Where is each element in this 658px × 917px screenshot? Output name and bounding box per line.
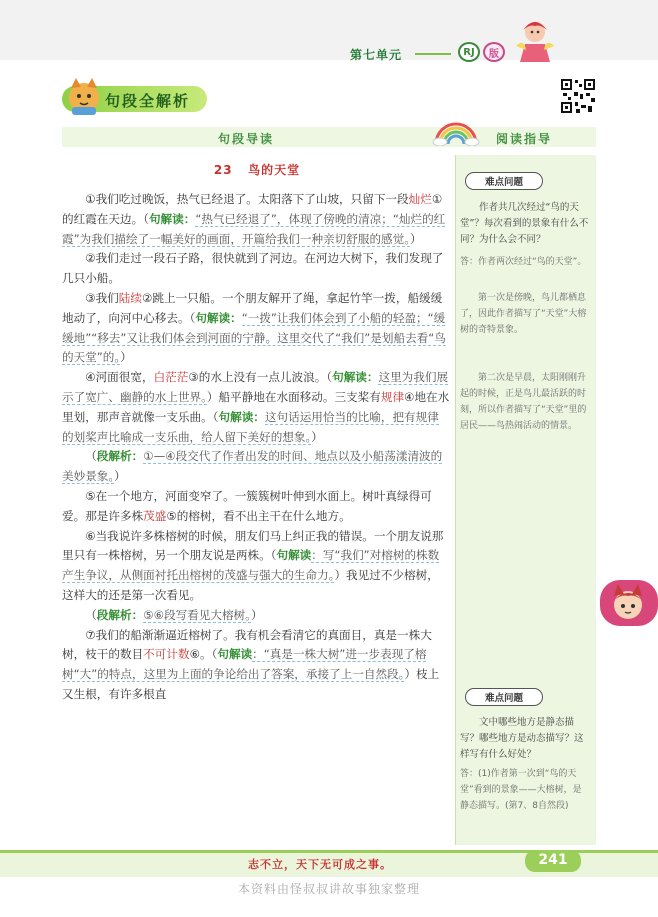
vocab-highlight: 白茫茫 (153, 370, 189, 385)
annotation-tag: 句解读 (276, 548, 312, 563)
mascot-icon (62, 74, 106, 118)
sidebar-divider (455, 155, 456, 845)
fairy-icon (510, 14, 560, 64)
annotation-tag: 句解读： (332, 370, 379, 385)
annotation-tag: 句解读 (148, 211, 184, 226)
text-segment: ①我们吃过晚饭，热气已经退了。太阳落下了山坡，只留下一段 (85, 192, 409, 206)
answer-text-2: 答：(1)作者第一次到“鸟的天堂”看到的景象——大榕树，是静态描写。(第7、8自然段) (460, 769, 582, 811)
text-segment: ）枝上又生根，有许多根直 (62, 667, 440, 701)
text-segment: ④河面很宽， (85, 370, 154, 385)
text-segment: ）船平静地在水面移动。三支桨有 (206, 389, 381, 404)
cat-icon (600, 578, 658, 628)
difficult-question-badge: 难点问题 (465, 172, 543, 190)
vocab-highlight: 不可计数 (143, 647, 190, 662)
text-segment: ）我见过不少榕树，这样大的还是第一次看见。 (62, 568, 439, 602)
text-segment: ） (250, 607, 263, 622)
page-number: 241 (538, 852, 568, 868)
answer-text: 答：作者两次经过“鸟的天堂”。 (460, 257, 587, 267)
annotation-tag: 句解读 (217, 647, 253, 662)
sub-header-right: 阅读指导 (496, 132, 553, 146)
annotation-note: ⑤⑥段写看见大榕树。 (143, 607, 251, 622)
answer-text: 第一次是傍晚，鸟儿都栖息了，因此作者描写了“天堂”大榕树的奇特景象。 (460, 293, 587, 335)
paragraph (62, 368, 450, 447)
paragraph (62, 527, 450, 606)
annotation-note: ：写“我们”对榕树的株数产生争议，从侧面衬托出榕树的茂盛与强大的生命力。 (62, 548, 440, 583)
paragraph (62, 447, 450, 487)
annotation-note: “热气已经退了”，体现了傍晚的清凉；“灿烂的红霞”为我们描绘了一幅美好的画面，开篇给我们一种亲切舒服的感觉。 (62, 211, 446, 246)
text-segment: ②我们走过一段石子路，很快就到了河边。在河边大树下，我们发现了几只小船。 (62, 251, 444, 286)
annotation-tag: 句解读： (218, 409, 265, 424)
vocab-highlight: 陆续 (118, 290, 142, 305)
annotation-tag: ： (183, 211, 196, 226)
paragraph (62, 249, 450, 289)
credit-line: 本资料由怪叔叔讲故事独家整理 (237, 882, 420, 896)
rainbow-icon (432, 120, 480, 146)
text-segment: （ (85, 449, 97, 464)
text-segment: ③我们 (85, 290, 119, 305)
annotation-tag: 段解析： (96, 449, 144, 464)
text-segment: ③的水上没有一点儿波浪。（ (188, 370, 333, 385)
annotation-note: ：“真是一株大树”进一步表现了榕树“大”的特点，这里为上面的争论给出了答案，承接了上一自然段。 (62, 647, 427, 682)
vocab-highlight: 茂盛 (143, 508, 167, 523)
text-segment: ⑤的榕树，看不出主干在什么地方。 (166, 508, 351, 523)
text-segment: ⑥。（ (189, 647, 218, 662)
annotation-note: ①—④段交代了作者出发的时间、地点以及小船荡漾清波的美妙景象。 (62, 449, 443, 484)
lesson-title (62, 161, 452, 178)
answer-text: 第二次是早晨，太阳刚刚升起的时候，正是鸟儿最活跃的时刻，所以作者描写了“天堂”里的居民——鸟热闹活动的情景。 (460, 373, 587, 431)
text-segment: ④地在水里划，那声音就像一支乐曲。（ (62, 389, 450, 424)
difficult-question-badge-2: 难点问题 (465, 688, 543, 706)
text-segment: ②跳上一只船。一个朋友解开了绳，拿起竹竿一拨，船缓缓地动了，向河中心移去。（ (62, 290, 443, 325)
paragraph (62, 487, 450, 527)
annotation-note: “一拨”让我们体会到了小船的轻盈；“缓缓地”“移去”又让我们体会到河面的宁静。这里交代了“我们”是划船去看“鸟的天堂”的。 (62, 310, 446, 365)
annotation-note: 这句话运用恰当的比喻，把有规律的划桨声比喻成一支乐曲，给人留下美好的想象。 (62, 409, 439, 444)
edition-badge-rj: RJ (458, 42, 480, 62)
section-title: 句段全解析 (105, 92, 191, 110)
annotation-tag: 句解读： (195, 310, 242, 325)
paragraph (62, 626, 450, 705)
unit-divider (415, 53, 451, 55)
text-segment: ） (410, 231, 422, 246)
question-text: 作者共几次经过“鸟的天堂”？每次看到的景象有什么不同？为什么会不同？ (460, 202, 589, 245)
annotation-tag: 段解析： (96, 607, 144, 622)
sub-header-left: 句段导读 (218, 132, 275, 146)
footer-motto: 志不立，天下无可成之事。 (248, 858, 392, 871)
text-segment: ） (120, 350, 132, 365)
unit-label: 第七单元 (350, 48, 403, 62)
text-segment: ⑥当我说许多株榕树的时候，朋友们马上纠正我的错误。一个朋友说那里只有一株榕树，另一个朋友说是两株。（ (62, 528, 444, 563)
lesson-name: 鸟的天堂 (248, 163, 301, 177)
lesson-number: 23 (213, 163, 233, 177)
paragraph (62, 190, 450, 249)
text-segment: （ (85, 607, 97, 622)
text-segment: ） (311, 429, 323, 444)
annotation-note: 这里为我们展示了宽广、幽静的水上世界。 (62, 370, 449, 404)
paragraph (62, 289, 450, 368)
text-segment: ①的红霞在天边。（ (62, 192, 443, 226)
qr-code-icon[interactable] (560, 78, 596, 114)
main-text (62, 190, 450, 705)
question-text-2: 文中哪些地方是静态描写？哪些地方是动态描写？这样写有什么好处？ (460, 717, 584, 760)
text-segment: ⑤在一个地方，河面变窄了。一簇簇树叶伸到水面上。树叶真绿得可爱。那是许多株 (62, 488, 432, 523)
vocab-highlight: 灿烂 (408, 192, 432, 206)
text-segment: ） (114, 469, 126, 484)
vocab-highlight: 规律 (380, 389, 405, 404)
text-segment: ⑦我们的船渐渐逼近榕树了。我有机会看清它的真面目，真是一株大树，枝干的数目 (62, 627, 432, 662)
paragraph (62, 606, 450, 626)
edition-badge-ban: 版 (483, 42, 505, 62)
